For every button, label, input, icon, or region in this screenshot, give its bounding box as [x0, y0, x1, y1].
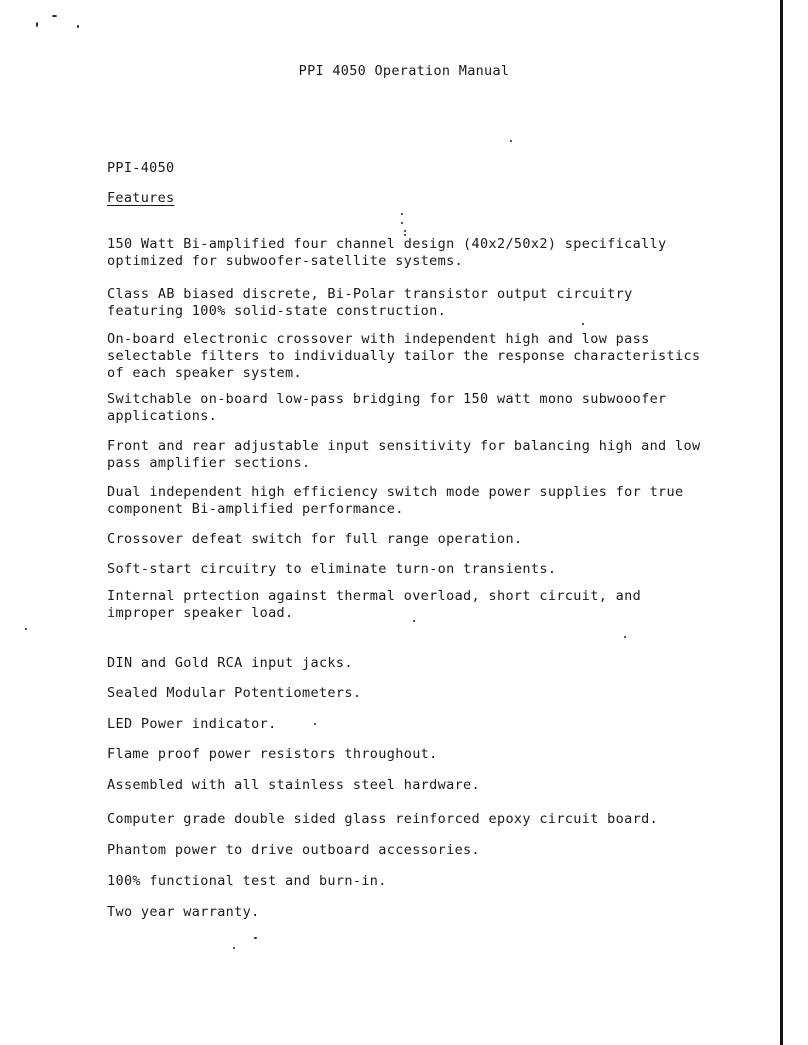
feature-item: 100% functional test and burn-in.	[107, 873, 387, 889]
feature-item: 150 Watt Bi-amplified four channel design (40x2/50x2) specifically optimized for subwoofer-satellite systems.	[107, 236, 667, 269]
scan-speck	[254, 937, 257, 939]
scan-speck	[582, 323, 584, 325]
feature-item: Front and rear adjustable input sensitivity for balancing high and low pass amplifier sections.	[107, 438, 701, 471]
scan-speck	[404, 230, 406, 232]
document-title: PPI 4050 Operation Manual	[298, 63, 510, 79]
feature-item: Switchable on-board low-pass bridging for 150 watt mono subwooofer applications.	[107, 391, 667, 424]
feature-item: Sealed Modular Potentiometers.	[107, 685, 362, 701]
feature-item: DIN and Gold RCA input jacks.	[107, 655, 353, 671]
scan-speck	[624, 636, 626, 638]
feature-item: Soft-start circuitry to eliminate turn-on transients.	[107, 561, 557, 577]
feature-item: Crossover defeat switch for full range operation.	[107, 531, 523, 547]
scan-speck	[401, 213, 403, 215]
features-heading: Features	[107, 190, 175, 206]
scan-speck	[510, 140, 512, 142]
feature-item: Flame proof power resistors throughout.	[107, 746, 438, 762]
scan-speck	[25, 628, 27, 630]
scan-speck	[52, 15, 57, 17]
feature-item: On-board electronic crossover with independent high and low pass selectable filters to individually tailor the response characteristics of each speaker system.	[107, 331, 701, 381]
feature-item: Two year warranty.	[107, 904, 260, 920]
feature-item: Dual independent high efficiency switch mode power supplies for true component Bi-amplified performance.	[107, 484, 684, 517]
scan-speck	[233, 947, 235, 949]
scan-speck	[36, 22, 38, 27]
feature-item: LED Power indicator.	[107, 716, 277, 732]
scan-speck	[77, 25, 79, 28]
feature-item: Phantom power to drive outboard accessories.	[107, 842, 481, 858]
feature-item: Computer grade double sided glass reinforced epoxy circuit board.	[107, 811, 659, 827]
scan-speck	[401, 222, 403, 224]
feature-item: Assembled with all stainless steel hardware.	[107, 777, 481, 793]
feature-item: Internal prtection against thermal overload, short circuit, and improper speaker load.	[107, 588, 642, 621]
feature-item: Class AB biased discrete, Bi-Polar transistor output circuitry featuring 100% solid-state construction.	[107, 286, 633, 319]
scan-edge-line	[780, 0, 783, 1045]
model-number: PPI-4050	[107, 160, 175, 176]
